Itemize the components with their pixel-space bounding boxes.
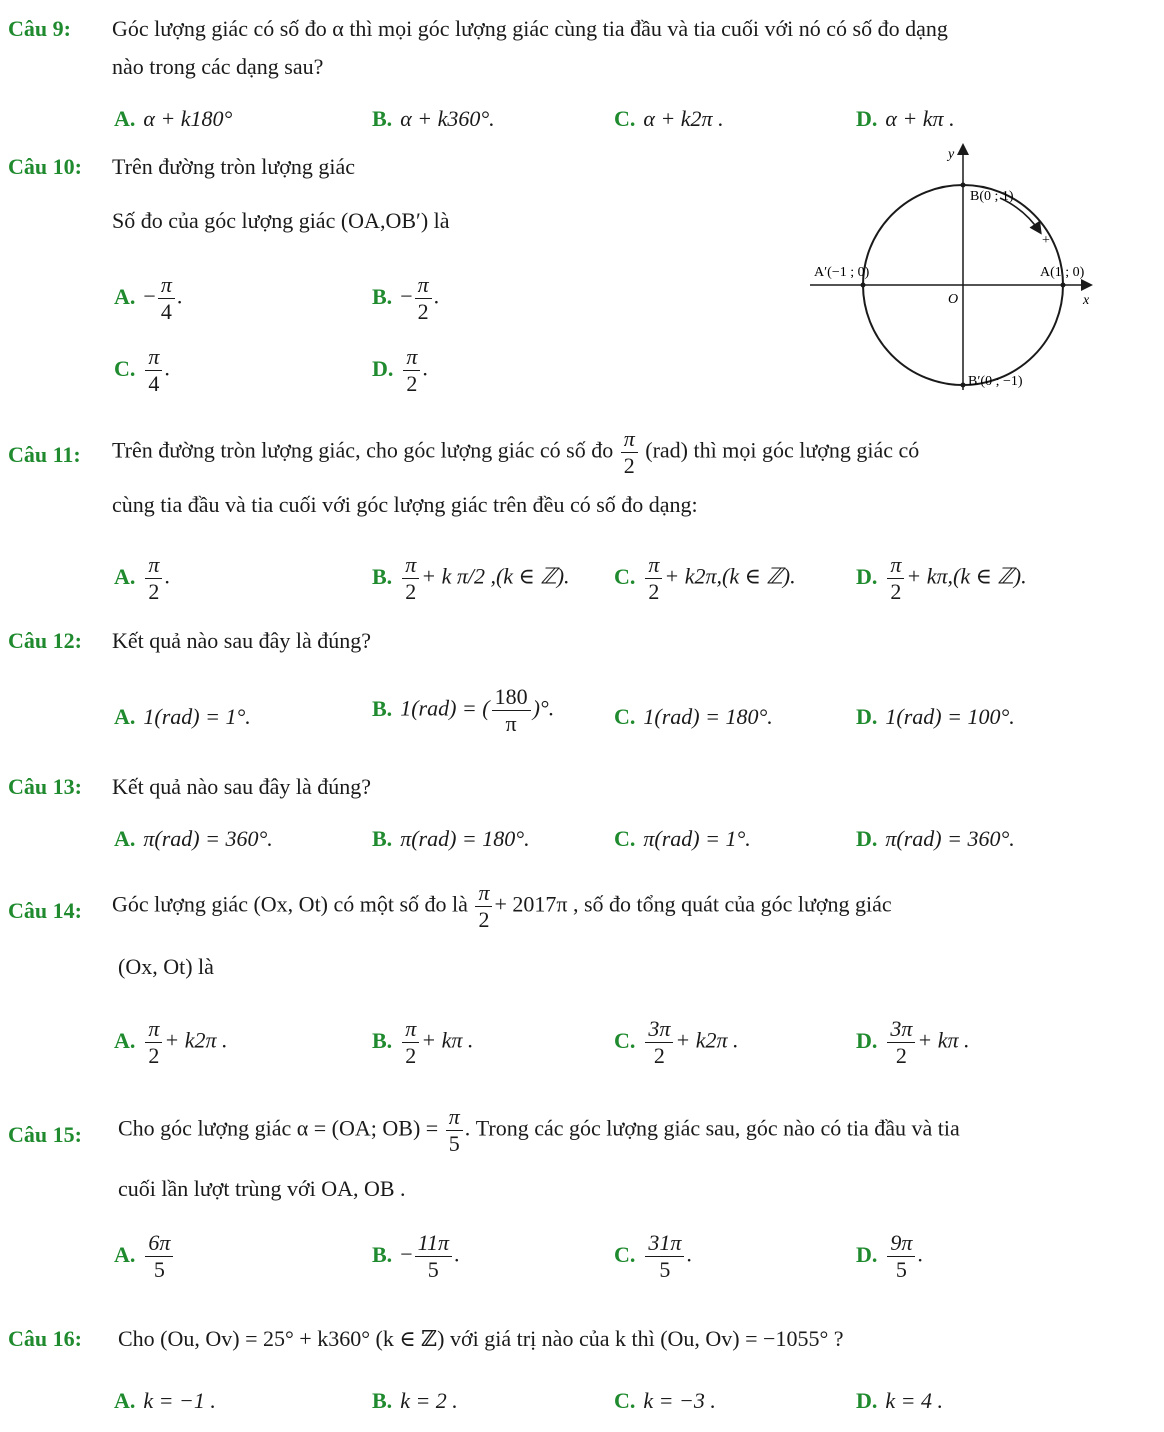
option-d[interactable]: D. $\frac{3\pi}{2}$ + kπ .	[856, 1016, 970, 1068]
fraction: $\frac{\pi}{2}$	[403, 344, 420, 397]
question-text: Số đo của góc lượng giác (OA,OB′) là	[112, 208, 450, 233]
question-13	[8, 774, 82, 800]
option-c[interactable]: C. π(rad) = 1°.	[614, 826, 751, 851]
fraction: $\frac{\pi}{4}$	[145, 344, 162, 397]
question-text: Kết quả nào sau đây là đúng?	[112, 628, 372, 653]
option-b[interactable]: B. − $\frac{\pi}{2}$ .	[372, 272, 440, 324]
fraction: $\frac{\pi}{5}$	[446, 1104, 463, 1157]
fraction: $\frac{6\pi}{5}$	[145, 1230, 173, 1283]
fraction: $\frac{\pi}{4}$	[158, 272, 175, 325]
question-text: cùng tia đầu và tia cuối với góc lượng giác trên đều có số đo dạng:	[112, 492, 698, 517]
unit-circle-figure	[800, 140, 1100, 400]
origin-label: O	[948, 292, 959, 307]
option-c[interactable]: C. $\frac{\pi}{4}$ .	[114, 344, 170, 396]
option-c[interactable]: C. $\frac{\pi}{2}$ + k2π,(k ∈ ℤ).	[614, 552, 796, 604]
fraction: $\frac{\pi}{2}$	[621, 426, 638, 479]
option-a[interactable]: A. $\frac{6\pi}{5}$	[114, 1230, 175, 1283]
question-12	[8, 628, 82, 654]
point-a-label: A(1 ; 0)	[1040, 265, 1085, 280]
option-b[interactable]: B. π(rad) = 180°.	[372, 826, 530, 851]
question-label: Câu 15:	[8, 1122, 82, 1147]
fraction: $\frac{31\pi}{5}$	[645, 1230, 684, 1283]
option-b[interactable]: B. α + k360°.	[372, 106, 495, 131]
fraction: $\frac{\pi}{2}$	[145, 552, 162, 605]
option-b[interactable]: B. 1(rad) = ( $\frac{180}{\pi}$ )°.	[372, 684, 555, 736]
option-d[interactable]: D. $\frac{9\pi}{5}$ .	[856, 1230, 923, 1282]
option-d[interactable]: D. $\frac{\pi}{2}$ + kπ,(k ∈ ℤ).	[856, 552, 1027, 604]
point-b-prime-label: B′(0 ; −1)	[968, 374, 1023, 389]
question-text: Góc lượng giác có số đo α thì mọi góc lượng giác cùng tia đầu và tia cuối với nó có số đo dạng	[112, 16, 948, 41]
option-a[interactable]: A. 1(rad) = 1°.	[114, 704, 251, 729]
question-label: Câu 10:	[8, 154, 82, 179]
x-axis-label: x	[1083, 293, 1090, 308]
fraction: $\frac{\pi}{2}$	[402, 552, 419, 605]
option-c[interactable]: C. k = −3 .	[614, 1388, 716, 1413]
question-text: Góc lượng giác (Ox, Ot) có một số đo là $\frac{\pi}{2}$ + 2017π , số đo tổng quát của góc lượng giác	[112, 880, 892, 932]
option-d[interactable]: D. k = 4 .	[856, 1388, 944, 1413]
question-16	[8, 1326, 82, 1352]
option-d[interactable]: D. α + kπ .	[856, 106, 955, 131]
fraction: $\frac{\pi}{2}$	[475, 880, 492, 933]
question-text: Cho góc lượng giác α = (OA; OB) = $\frac{\pi}{5}$ . Trong các góc lượng giác sau, góc nào có tia đầu và tia	[118, 1104, 960, 1156]
question-text: (Ox, Ot) là	[118, 954, 214, 979]
question-14	[8, 898, 82, 924]
fraction: $\frac{180}{\pi}$	[492, 684, 531, 737]
option-b[interactable]: B. $\frac{\pi}{2}$ + k π/2 ,(k ∈ ℤ).	[372, 552, 570, 604]
question-text: cuối lần lượt trùng với OA, OB .	[118, 1176, 406, 1201]
option-a[interactable]: A. − $\frac{\pi}{4}$ .	[114, 272, 183, 324]
point-b-label: B(0 ; 1)	[970, 189, 1014, 204]
option-a[interactable]: A. α + k180°	[114, 106, 233, 131]
option-c[interactable]: C. $\frac{3\pi}{2}$ + k2π .	[614, 1016, 739, 1068]
question-label: Câu 14:	[8, 898, 82, 923]
option-a[interactable]: A. $\frac{\pi}{2}$ .	[114, 552, 170, 604]
question-text: Trên đường tròn lượng giác	[112, 154, 356, 179]
y-axis-label: y	[948, 147, 955, 162]
fraction: $\frac{9\pi}{5}$	[887, 1230, 915, 1283]
option-a[interactable]: A. π(rad) = 360°.	[114, 826, 273, 851]
option-a[interactable]: A. k = −1 .	[114, 1388, 216, 1413]
question-label: Câu 11:	[8, 442, 81, 467]
question-text: nào trong các dạng sau?	[112, 54, 324, 79]
fraction: $\frac{\pi}{2}$	[145, 1016, 162, 1069]
option-d[interactable]: D. π(rad) = 360°.	[856, 826, 1015, 851]
option-b[interactable]: B. $\frac{\pi}{2}$ + kπ .	[372, 1016, 474, 1068]
question-label: Câu 12:	[8, 628, 82, 653]
question-label: Câu 16:	[8, 1326, 82, 1351]
option-c[interactable]: C. α + k2π .	[614, 106, 724, 131]
option-c[interactable]: C. $\frac{31\pi}{5}$ .	[614, 1230, 692, 1282]
question-11	[8, 442, 81, 468]
option-d[interactable]: D. 1(rad) = 100°.	[856, 704, 1015, 729]
point-a-prime-label: A′(−1 ; 0)	[814, 265, 870, 280]
question-10	[8, 154, 82, 180]
fraction: $\frac{\pi}{2}$	[415, 272, 432, 325]
fraction: $\frac{3\pi}{2}$	[645, 1016, 673, 1069]
fraction: $\frac{\pi}{2}$	[645, 552, 662, 605]
option-c[interactable]: C. 1(rad) = 180°.	[614, 704, 773, 729]
plus-label: +	[1042, 233, 1050, 248]
question-label: Câu 9:	[8, 16, 71, 41]
fraction: $\frac{3\pi}{2}$	[887, 1016, 915, 1069]
fraction: $\frac{\pi}{2}$	[402, 1016, 419, 1069]
fraction: $\frac{11\pi}{5}$	[415, 1230, 452, 1283]
question-9	[8, 16, 71, 42]
question-text: Kết quả nào sau đây là đúng?	[112, 774, 372, 799]
option-b[interactable]: B. k = 2 .	[372, 1388, 458, 1413]
option-d[interactable]: D. $\frac{\pi}{2}$ .	[372, 344, 428, 396]
question-text: Trên đường tròn lượng giác, cho góc lượng giác có số đo $\frac{\pi}{2}$ (rad) thì mọi góc lượng giác có	[112, 426, 920, 478]
question-15	[8, 1122, 82, 1148]
question-text: Cho (Ou, Ov) = 25° + k360° (k ∈ ℤ) với giá trị nào của k thì (Ou, Ov) = −1055° ?	[118, 1326, 844, 1351]
question-label: Câu 13:	[8, 774, 82, 799]
fraction: $\frac{\pi}{2}$	[887, 552, 904, 605]
option-b[interactable]: B. − $\frac{11\pi}{5}$ .	[372, 1230, 460, 1282]
option-a[interactable]: A. $\frac{\pi}{2}$ + k2π .	[114, 1016, 228, 1068]
